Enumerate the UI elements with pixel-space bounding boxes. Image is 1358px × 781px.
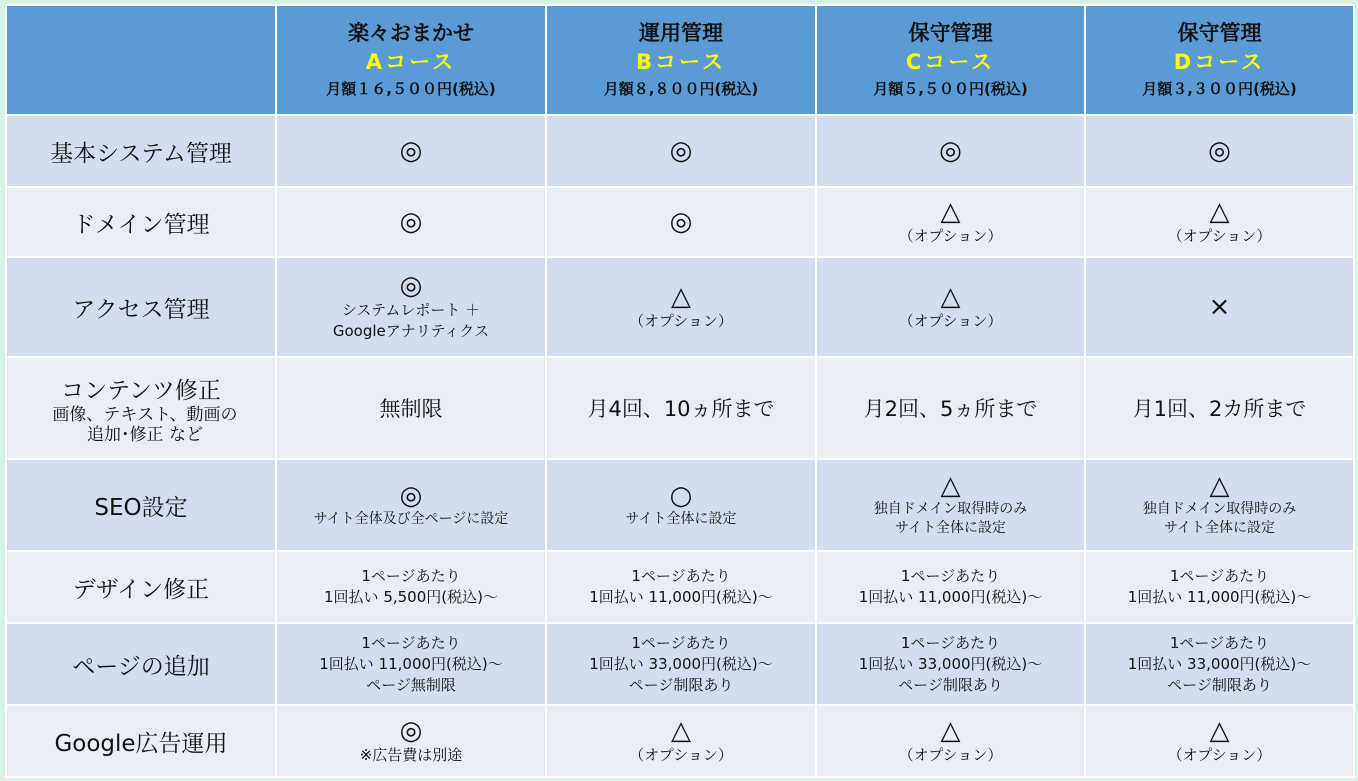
cell-note: システムレポート ＋ xyxy=(341,301,481,319)
table-cell xyxy=(1085,623,1354,705)
table-cell xyxy=(1085,115,1354,187)
cell-line: ページ制限あり xyxy=(1167,675,1272,694)
table-cell xyxy=(816,551,1085,623)
table-cell xyxy=(816,115,1085,187)
course-title: 保守管理 xyxy=(908,21,993,45)
course-title: 楽々おまかせ xyxy=(348,21,474,45)
triangle-mark: △ xyxy=(1209,715,1230,746)
table-cell xyxy=(276,257,546,357)
cell-note: 独自ドメイン取得時のみ xyxy=(1142,501,1297,517)
cell-line: 1回払い 33,000円(税込)～ xyxy=(1127,654,1312,673)
course-name: Aコース xyxy=(365,50,457,74)
double-circle-mark: ◎ xyxy=(1208,136,1231,166)
header-corner-cell xyxy=(6,5,276,115)
cell-note: サイト全体に設定 xyxy=(625,510,737,527)
cell-line: 1回払い 5,500円(税込)～ xyxy=(324,588,498,606)
course-title: 保守管理 xyxy=(1177,21,1262,45)
table-cell xyxy=(276,187,546,257)
course-price: 月額３,３００円(税込) xyxy=(1142,80,1297,98)
table-cell xyxy=(276,459,546,551)
header-course-a xyxy=(276,5,546,115)
table-cell xyxy=(276,623,546,705)
row-label: デザイン修正 xyxy=(6,551,276,623)
plan-comparison-table xyxy=(5,4,1355,778)
cell-note: サイト全体に設定 xyxy=(1163,520,1276,536)
cell-note: （オプション） xyxy=(629,745,733,764)
table-cell xyxy=(546,115,816,187)
table-row xyxy=(6,551,1354,623)
course-price: 月額８,８００円(税込) xyxy=(603,80,759,98)
cell-line: 1回払い 33,000円(税込)～ xyxy=(589,654,773,673)
course-name: Cコース xyxy=(905,50,996,74)
cell-note: サイト全体に設定 xyxy=(894,520,1007,536)
row-label: アクセス管理 xyxy=(6,257,276,357)
triangle-mark: △ xyxy=(940,715,961,746)
course-title: 運用管理 xyxy=(639,21,723,45)
cell-line: ページ制限あり xyxy=(628,675,734,694)
row-label: ドメイン管理 xyxy=(6,187,276,257)
cell-note: （オプション） xyxy=(1167,745,1272,764)
table-cell xyxy=(816,459,1085,551)
row-label: コンテンツ修正 xyxy=(61,377,221,404)
table-cell xyxy=(546,623,816,705)
table-cell xyxy=(1085,551,1354,623)
table-cell xyxy=(1085,187,1354,257)
header-course-d xyxy=(1085,5,1354,115)
header-course-b xyxy=(546,5,816,115)
table-cell xyxy=(546,187,816,257)
cell-line: 1ページあたり xyxy=(361,567,461,585)
cell-note: （オプション） xyxy=(1167,226,1272,245)
triangle-mark: △ xyxy=(671,715,691,746)
row-label: Google広告運用 xyxy=(6,705,276,777)
table-cell xyxy=(1085,705,1354,777)
course-price: 月額５,５００円(税込) xyxy=(873,80,1028,98)
cell-note: （オプション） xyxy=(898,311,1003,330)
header-course-c xyxy=(816,5,1085,115)
cell-line: 1回払い 11,000円(税込)～ xyxy=(858,588,1043,606)
row-label: ページの追加 xyxy=(6,623,276,705)
cell-line: 1ページあたり xyxy=(1169,633,1270,652)
plan-comparison-frame xyxy=(5,4,1353,776)
cell-line: ページ無制限 xyxy=(366,675,456,694)
cell-note: 独自ドメイン取得時のみ xyxy=(873,501,1028,517)
table-cell xyxy=(816,705,1085,777)
table-cell: 月4回、10ヵ所まで xyxy=(546,357,816,459)
triangle-mark: △ xyxy=(1209,196,1230,227)
cell-note: （オプション） xyxy=(898,745,1003,764)
cell-line: 1ページあたり xyxy=(900,633,1001,652)
cell-line: 1ページあたり xyxy=(631,633,731,652)
table-cell: 無制限 xyxy=(276,357,546,459)
row-label-cell xyxy=(6,357,276,459)
cell-line: 1ページあたり xyxy=(631,567,731,585)
header-row xyxy=(6,5,1354,115)
cell-line: 1回払い 11,000円(税込)～ xyxy=(589,588,773,606)
cell-line: 1ページあたり xyxy=(361,633,461,652)
triangle-mark: △ xyxy=(940,471,961,501)
double-circle-mark: ◎ xyxy=(939,136,962,166)
cell-note: （オプション） xyxy=(629,311,733,330)
row-sublabel: 画像、テキスト、動画の xyxy=(52,404,238,425)
cell-note: Googleアナリティクス xyxy=(332,322,490,340)
table-cell xyxy=(816,187,1085,257)
table-cell xyxy=(546,705,816,777)
cell-line: 1ページあたり xyxy=(900,567,1001,585)
cell-line: 1ページあたり xyxy=(1169,567,1270,585)
cell-line: ページ制限あり xyxy=(898,675,1003,694)
double-circle-mark: ◎ xyxy=(669,207,693,237)
double-circle-mark: ◎ xyxy=(399,207,423,237)
table-row xyxy=(6,187,1354,257)
cell-line: 1回払い 11,000円(税込)～ xyxy=(319,654,503,673)
triangle-mark: △ xyxy=(940,281,961,312)
table-row xyxy=(6,115,1354,187)
table-cell xyxy=(546,459,816,551)
table-cell xyxy=(276,551,546,623)
double-circle-mark: ◎ xyxy=(399,480,423,511)
table-cell xyxy=(816,623,1085,705)
cross-mark: × xyxy=(1208,292,1231,322)
table-cell xyxy=(1085,257,1354,357)
table-row xyxy=(6,623,1354,705)
circle-mark: ○ xyxy=(669,480,693,511)
double-circle-mark: ◎ xyxy=(399,271,423,301)
table-cell xyxy=(816,257,1085,357)
course-price: 月額１６,５００円(税込) xyxy=(326,80,496,98)
cell-note: サイト全体及び全ページに設定 xyxy=(313,510,509,527)
table-cell: 月1回、2カ所まで xyxy=(1085,357,1354,459)
triangle-mark: △ xyxy=(1209,471,1230,501)
table-cell: 月2回、5ヵ所まで xyxy=(816,357,1085,459)
table-row xyxy=(6,257,1354,357)
table-row xyxy=(6,357,1354,459)
table-cell xyxy=(546,551,816,623)
course-name: Bコース xyxy=(636,50,726,74)
cell-note: （オプション） xyxy=(898,226,1003,245)
table-row xyxy=(6,705,1354,777)
cell-line: 1回払い 11,000円(税込)～ xyxy=(1127,588,1312,606)
double-circle-mark: ◎ xyxy=(399,136,423,166)
course-name: Dコース xyxy=(1173,50,1266,74)
cell-note: ※広告費は別途 xyxy=(359,745,463,764)
table-cell xyxy=(546,257,816,357)
triangle-mark: △ xyxy=(940,196,961,227)
table-row xyxy=(6,459,1354,551)
row-sublabel: 追加･修正 など xyxy=(87,424,203,445)
double-circle-mark: ◎ xyxy=(669,136,693,166)
table-cell xyxy=(276,115,546,187)
row-label: SEO設定 xyxy=(6,459,276,551)
table-cell xyxy=(1085,459,1354,551)
double-circle-mark: ◎ xyxy=(399,715,423,746)
row-label: 基本システム管理 xyxy=(6,115,276,187)
triangle-mark: △ xyxy=(671,281,691,312)
table-cell xyxy=(276,705,546,777)
cell-line: 1回払い 33,000円(税込)～ xyxy=(858,654,1043,673)
